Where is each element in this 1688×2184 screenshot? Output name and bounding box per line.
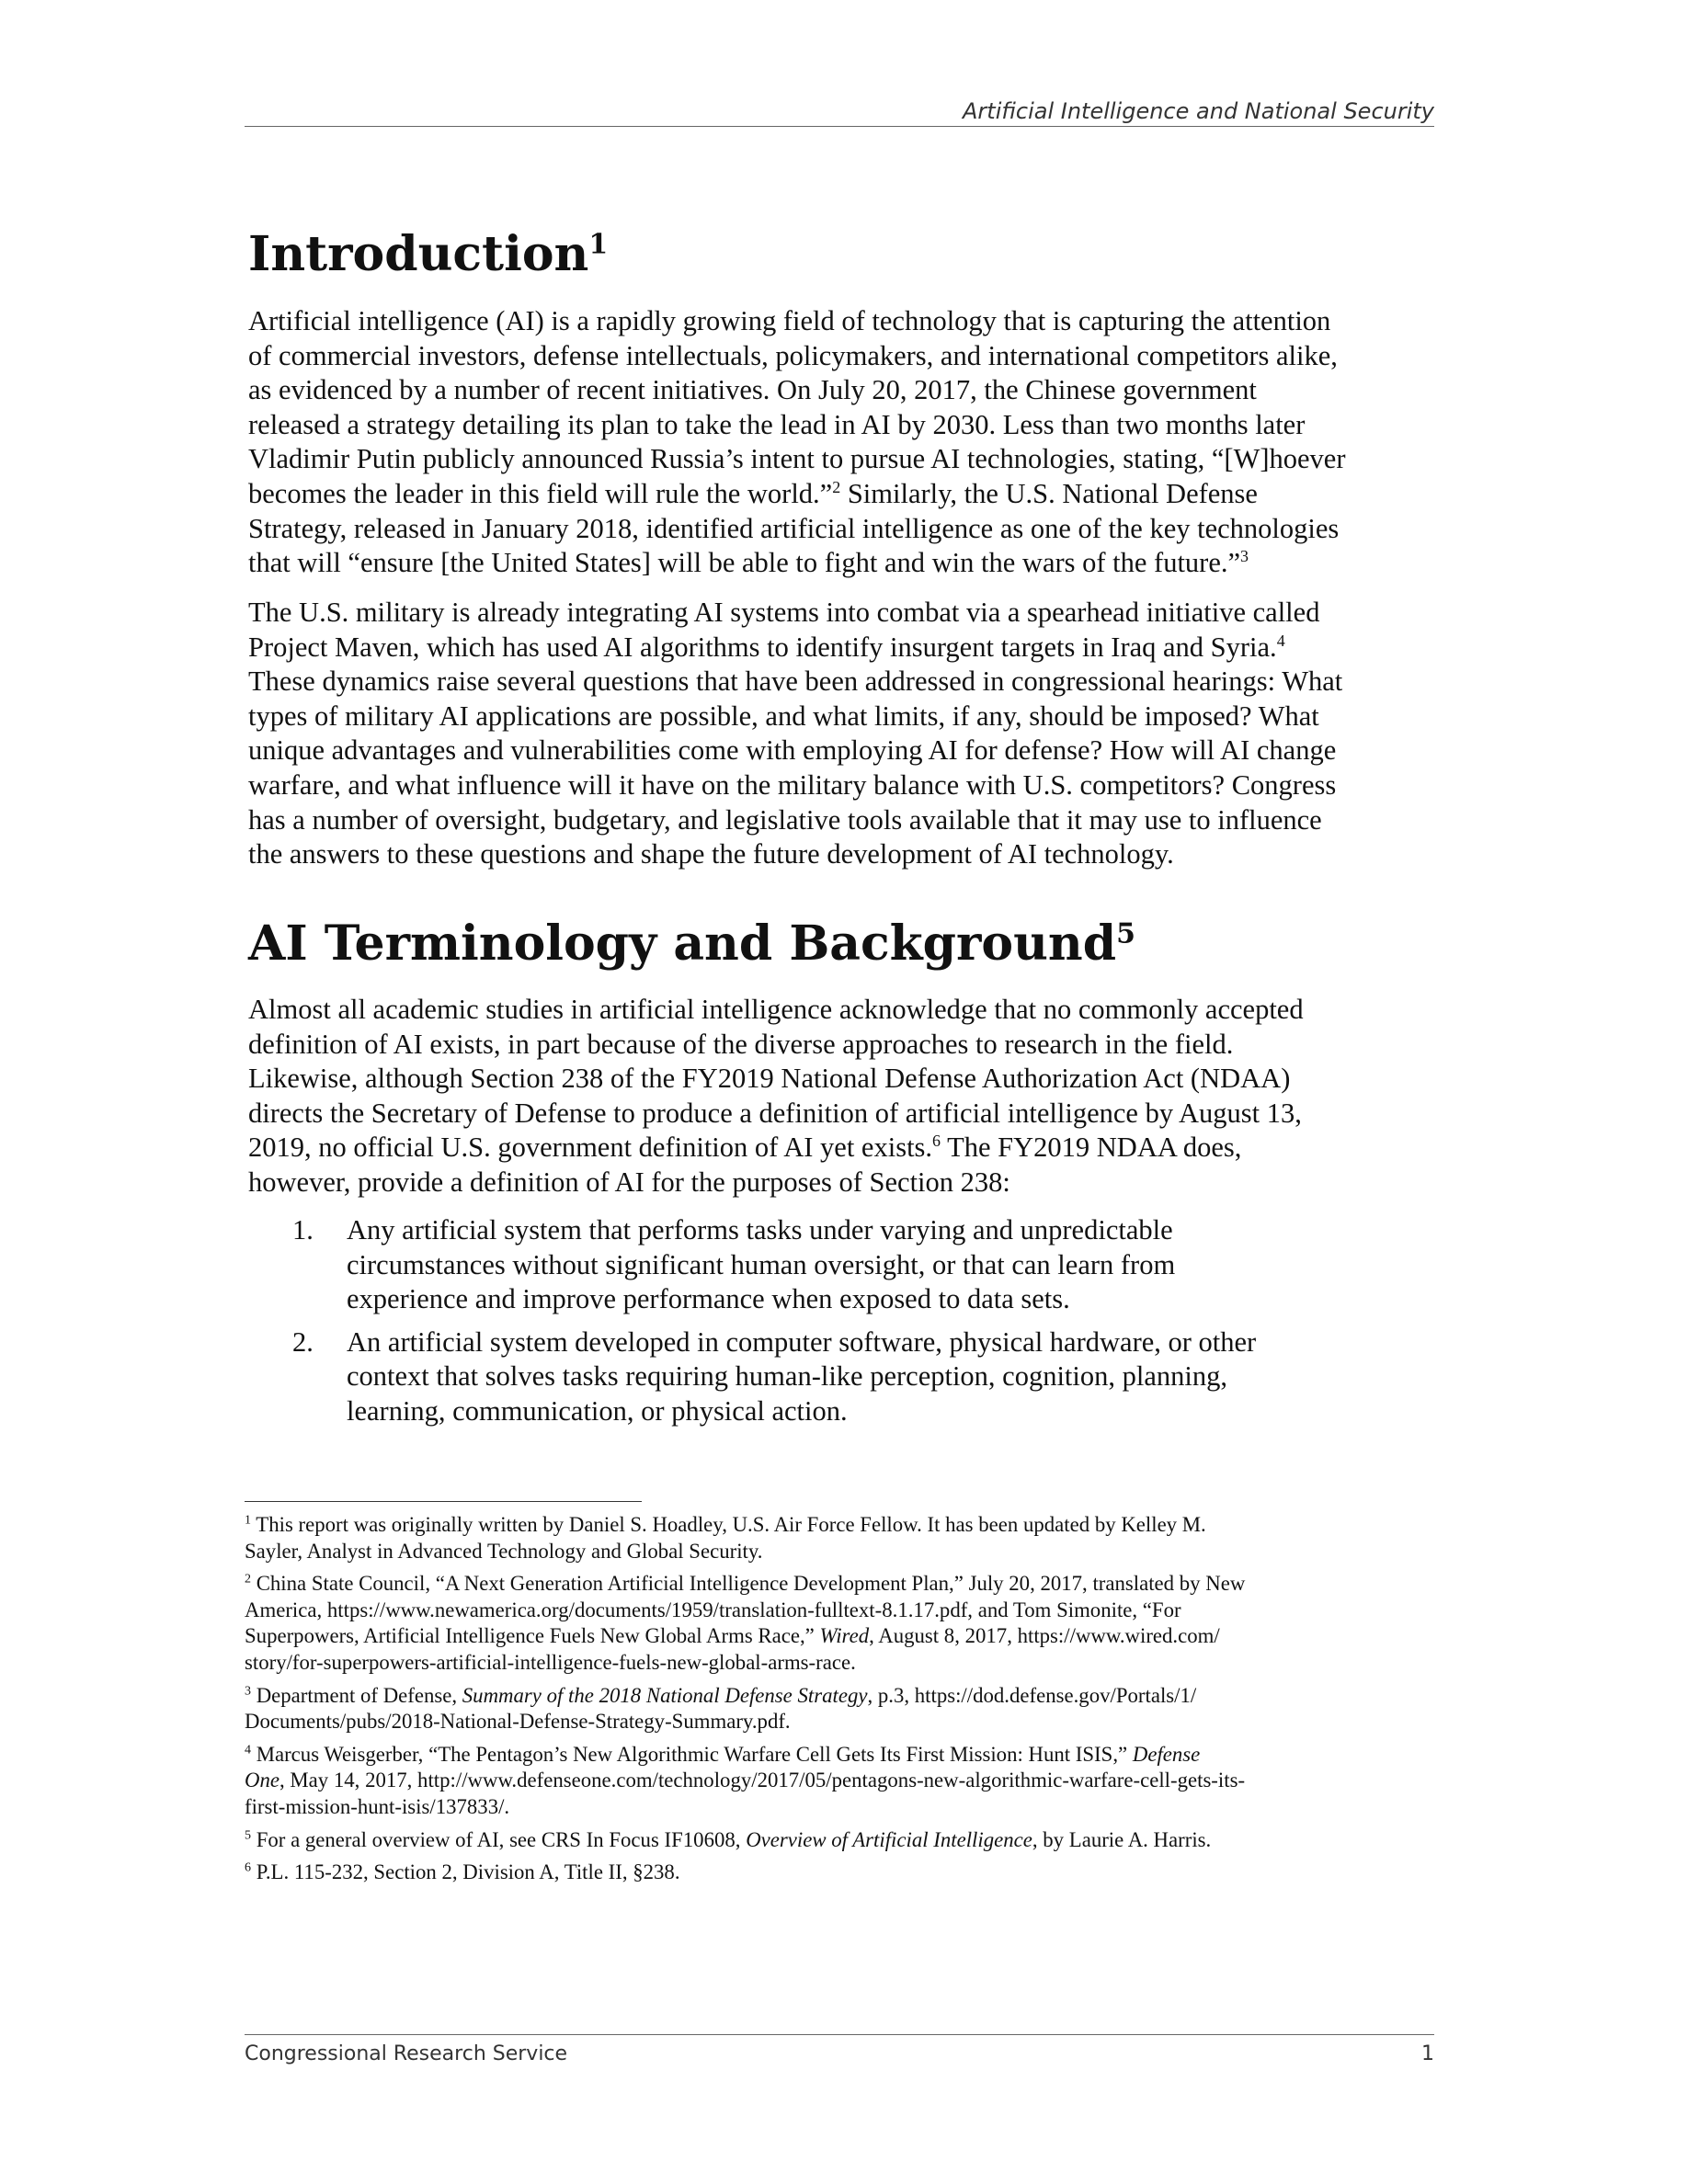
footer-publisher: Congressional Research Service: [245, 2042, 568, 2065]
footnote-ref[interactable]: 5: [1116, 917, 1135, 950]
footnote-2: $^2$ China State Council, “A Next Generation Artificial Intelligence Development Plan,” July 20, 2017, translated by New America, https://www.newamerica.org/documents/1959/translation-fulltext-8.1.17.pdf, and Tom Simonite, “For Superpowers, Artificial Intelligence Fuels New Global Arms Race,” Wired, August 8, 2017, https://www.wired.com/ story/for-superpowers-artificial-intelligence-fuels-new-global-arms-race.: [245, 1571, 1440, 1676]
footnote-6: $^6$ P.L. 115-232, Section 2, Division A, Title II, §238.: [245, 1860, 680, 1884]
list-item: 1. Any artificial system that performs tasks under varying and unpredictable circumstances without significant human oversight, or that can learn from experience and improve performance when exposed to data sets.: [292, 1214, 1176, 1315]
section-heading-ai-terminology: AI Terminology and Background$^5$: [248, 916, 1135, 972]
intro-paragraph-2: The U.S. military is already integrating AI systems into combat via a spearhead initiative called Project Maven, which has used AI algorithms to identify insurgent targets in Iraq and Syria.$^4$ These dynamics raise several questions that have been addressed in congressional hearings: What types of military AI applications are possible, and what limits, if any, should be imposed? What unique advantages and vulnerabilities come with employing AI for defense? How will AI change warfare, and what influence will it have on the military balance with U.S. competitors? Congress has a number of oversight, budgetary, and legislative tools available that it may use to influence the answers to these questions and shape the future development of AI technology.: [248, 597, 1343, 870]
footnote-4: $^4$ Marcus Weisgerber, “The Pentagon’s New Algorithmic Warfare Cell Gets Its First Mission: Hunt ISIS,” Defense One, May 14, 2017, http://www.defenseone.com/technology/2017/05/pentagons-new-algorithmic-warfare-cell-gets-its- first-mission-hunt-isis/137833/.: [245, 1742, 1246, 1818]
running-header: Artificial Intelligence and National Security: [963, 98, 1434, 124]
footnote-ref[interactable]: 4: [1276, 631, 1285, 650]
section-heading-introduction: Introduction$^1$: [248, 226, 609, 282]
footnote-3: $^3$ Department of Defense, Summary of the 2018 National Defense Strategy, p.3, https://dod.defense.gov/Portals/1/ Documents/pubs/2018-National-Defense-Strategy-Summary.pdf.: [245, 1683, 1197, 1734]
intro-paragraph-1: Artificial intelligence (AI) is a rapidly growing field of technology that is capturing the attention of commercial investors, defense intellectuals, policymakers, and international competitors alike, as evidenced by a number of recent initiatives. On July 20, 2017, the Chinese government released a strategy detailing its plan to take the lead in AI by 2030. Less than two months later Vladimir Putin publicly announced Russia’s intent to pursue AI technologies, stating, “[W]hoever becomes the leader in this field will rule the world.”$^2$ Similarly, the U.S. National Defense Strategy, released in January 2018, identified artificial intelligence as one of the key technologies that will “ensure [the United States] will be able to fight and win the wars of the future.”$^3$: [248, 305, 1346, 579]
footnote-ref[interactable]: 1: [588, 228, 609, 261]
page-number: 1: [1421, 2042, 1434, 2065]
footnote-ref[interactable]: 3: [1240, 547, 1249, 565]
footnote-ref[interactable]: 6: [932, 1132, 941, 1151]
footnote-link[interactable]: America, https://www.newamerica.org/documents/1959/translation-fulltext-8.1.17.pdf, and Tom Simonite, “For: [245, 1598, 1181, 1621]
footnote-5: $^5$ For a general overview of AI, see CRS In Focus IF10608, Overview of Artificial Intelligence, by Laurie A. Harris.: [245, 1827, 1212, 1851]
header-rule: [245, 126, 1434, 127]
terminology-paragraph: Almost all academic studies in artificial intelligence acknowledge that no commonly accepted definition of AI exists, in part because of the diverse approaches to research in the field. Likewise, although Section 238 of the FY2019 National Defense Authorization Act (NDAA) directs the Secretary of Defense to produce a definition of artificial intelligence by August 13, 2019, no official U.S. government definition of AI yet exists.$^6$ The FY2019 NDAA does, however, provide a definition of AI for the purposes of Section 238:: [248, 994, 1304, 1198]
list-item: 2. An artificial system developed in computer software, physical hardware, or other context that solves tasks requiring human-like perception, cognition, planning, learning, communication, or physical action.: [292, 1325, 1257, 1427]
footer-rule: [245, 2034, 1434, 2035]
footnote-1: $^1$ This report was originally written by Daniel S. Hoadley, U.S. Air Force Fellow. It has been updated by Kelley M. Sayler, Analyst in Advanced Technology and Global Security.: [245, 1513, 1206, 1563]
footnotes: [245, 1512, 1440, 1893]
footnote-separator: [245, 1501, 642, 1502]
footnote-ref[interactable]: 2: [832, 477, 841, 496]
definition-list: [248, 1213, 1434, 1438]
